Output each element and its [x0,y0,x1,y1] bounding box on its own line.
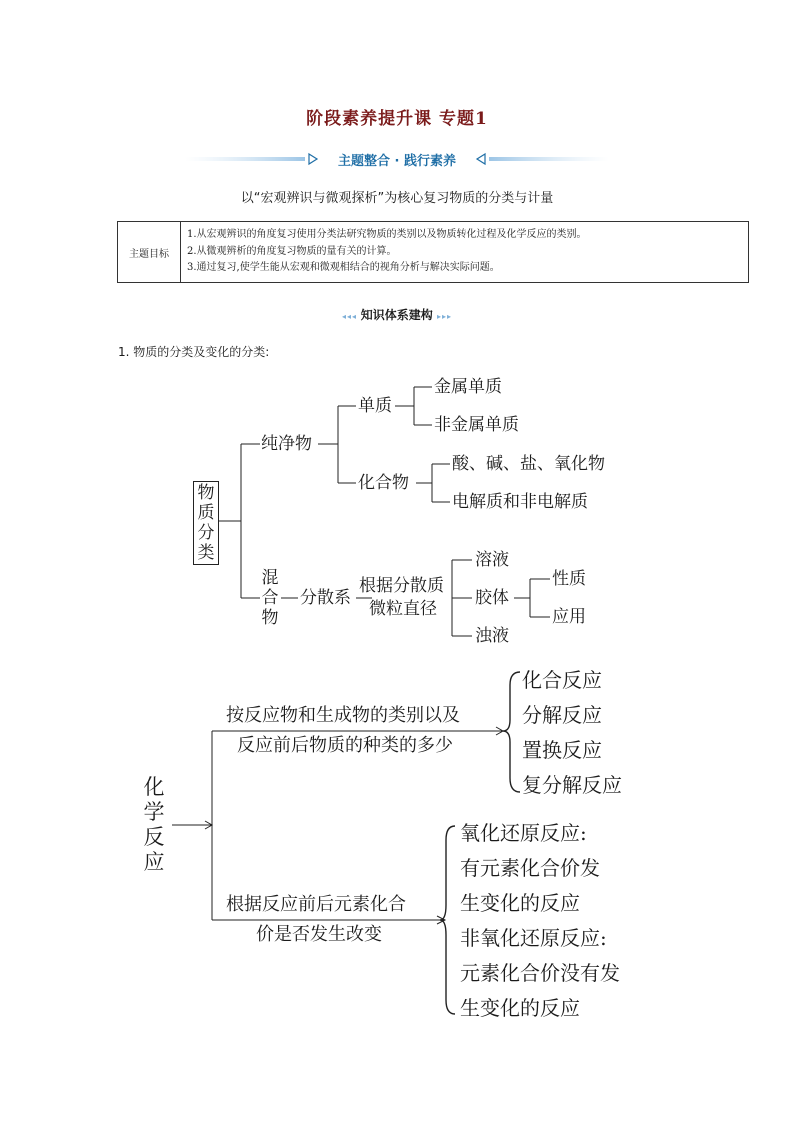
goal-label: 主题目标 [118,222,181,282]
list-item-heading: 1. 物质的分类及变化的分类: [118,345,270,359]
goal-item: 1.从宏观辨识的角度复习使用分类法研究物质的类别以及物质转化过程及化学反应的类别。 [187,229,587,240]
root-node-chemical-reaction: 化学反应 [143,775,165,874]
node-nonmetal-element: 非金属单质 [434,415,519,435]
reaction-type-double-decomposition: 复分解反应 [522,773,622,797]
goal-item: 3.通过复习,使学生能从宏观和微观相结合的视角分析与解决实际问题。 [187,262,500,273]
node-suspension: 浊液 [475,626,509,646]
node-element: 单质 [358,396,392,416]
node-criterion-line2: 微粒直径 [369,599,437,619]
page-title: 阶段素养提升课 专题1 [306,109,488,129]
root-node-classification [193,481,219,565]
basis1-line1: 按反应物和生成物的类别以及 [226,705,460,726]
reaction-type-displacement: 置换反应 [522,738,602,762]
reaction-type-combination: 化合反应 [522,668,602,692]
node-property: 性质 [552,569,586,589]
node-solution: 溶液 [475,550,509,570]
left-arrows-icon: ◂◂◂ [341,312,361,321]
node-application: 应用 [552,607,586,627]
node-electrolyte: 电解质和非电解质 [452,492,588,512]
node-pure-substance: 纯净物 [261,434,312,454]
banner-title: 主题整合 · 践行素养 [338,154,456,169]
redox-line: 生变化的反应 [460,996,580,1020]
section-heading-text: 知识体系建构 [360,308,433,322]
redox-line: 生变化的反应 [460,891,580,915]
node-colloid: 胶体 [475,588,509,608]
basis2-line2: 价是否发生改变 [256,924,382,945]
node-acid-base-salt-oxide: 酸、碱、盐、氧化物 [452,454,605,474]
node-dispersion-system: 分散系 [300,588,351,608]
node-criterion-line1: 根据分散质 [359,576,444,596]
basis1-line2: 反应前后物质的种类的多少 [237,735,453,756]
redox-line: 元素化合价没有发 [460,961,620,985]
reaction-type-decomposition: 分解反应 [522,703,602,727]
redox-line: 非氧化还原反应: [460,926,607,950]
right-arrows-icon: ▸▸▸ [437,312,453,321]
redox-line: 氧化还原反应: [460,821,587,845]
node-mixture: 混合物 [261,568,279,628]
basis2-line1: 根据反应前后元素化合 [226,894,406,915]
subtitle: 以“宏观辨识与微观探析”为核心复习物质的分类与计量 [240,191,554,206]
root-label: 物质分类 [197,483,215,563]
node-metal-element: 金属单质 [434,377,502,397]
node-compound: 化合物 [358,473,409,493]
goal-item: 2.从微观辨析的角度复习物质的量有关的计算。 [187,245,397,257]
redox-line: 有元素化合价发 [460,856,600,880]
